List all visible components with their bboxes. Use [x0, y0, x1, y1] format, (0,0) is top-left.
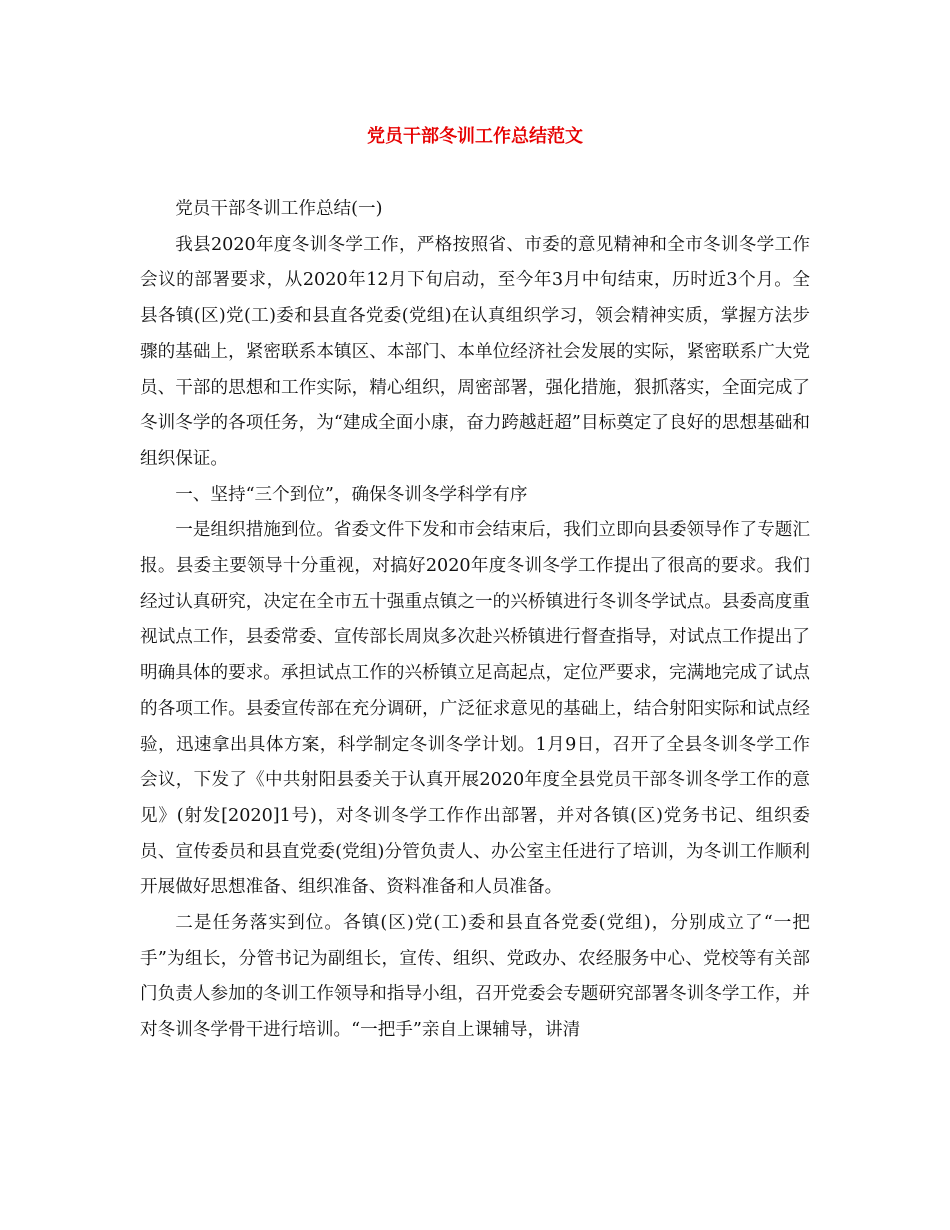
body-paragraph: 一是组织措施到位。省委文件下发和市会结束后，我们立即向县委领导作了专题汇报。县委主要领导十分重视，对搞好2020年度冬训冬学工作提出了很高的要求。我们经过认真研究，决定在全市五十强重点镇之一的兴桥镇进行冬训冬学试点。县委高度重视试点工作，县委常委、宣传部长周岚多次赴兴桥镇进行督查指导，对试点工作提出了明确具体的要求。承担试点工作的兴桥镇立足高起点，定位严要求，完满地完成了试点的各项工作。县委宣传部在充分调研，广泛征求意见的基础上，结合射阳实际和试点经验，迅速拿出具体方案，科学制定冬训冬学计划。1月9日，召开了全县冬训冬学工作会议，下发了《中共射阳县委关于认真开展2020年度全县党员干部冬训冬学工作的意见》(射发[2020]1号)，对冬训冬学工作作出部署，并对各镇(区)党务书记、组织委员、宣传委员和县直党委(党组)分管负责人、办公室主任进行了培训，为冬训工作顺利开展做好思想准备、组织准备、资料准备和人员准备。 — [140, 520, 810, 898]
document-title: 党员干部冬训工作总结范文 — [367, 126, 583, 147]
body-paragraph: 我县2020年度冬训冬学工作，严格按照省、市委的意见精神和全市冬训冬学工作会议的部署要求，从2020年12月下旬启动，至今年3月中旬结束，历时近3个月。全县各镇(区)党(工)委和县直各党委(党组)在认真组织学习，领会精神实质，掌握方法步骤的基础上，紧密联系本镇区、本部门、本单位经济社会发展的实际，紧密联系广大党员、干部的思想和工作实际，精心组织，周密部署，强化措施，狠抓落实，全面完成了冬训冬学的各项任务，为“建成全面小康，奋力跨越赶超”目标奠定了良好的思想基础和组织保证。 — [140, 234, 810, 469]
subsection-heading: 一、坚持“三个到位”，确保冬训冬学科学有序 — [175, 484, 528, 505]
document-body — [140, 192, 810, 1049]
body-paragraph: 二是任务落实到位。各镇(区)党(工)委和县直各党委(党组)，分别成立了“一把手”为组长，分管书记为副组长，宣传、组织、党政办、农经服务中心、党校等有关部门负责人参加的冬训工作领导和指导小组，召开党委会专题研究部署冬训冬学工作，并对冬训冬学骨干进行培训。“一把手”亲自上课辅导，讲清 — [140, 913, 810, 1041]
section-heading: 党员干部冬训工作总结(一) — [175, 199, 383, 219]
